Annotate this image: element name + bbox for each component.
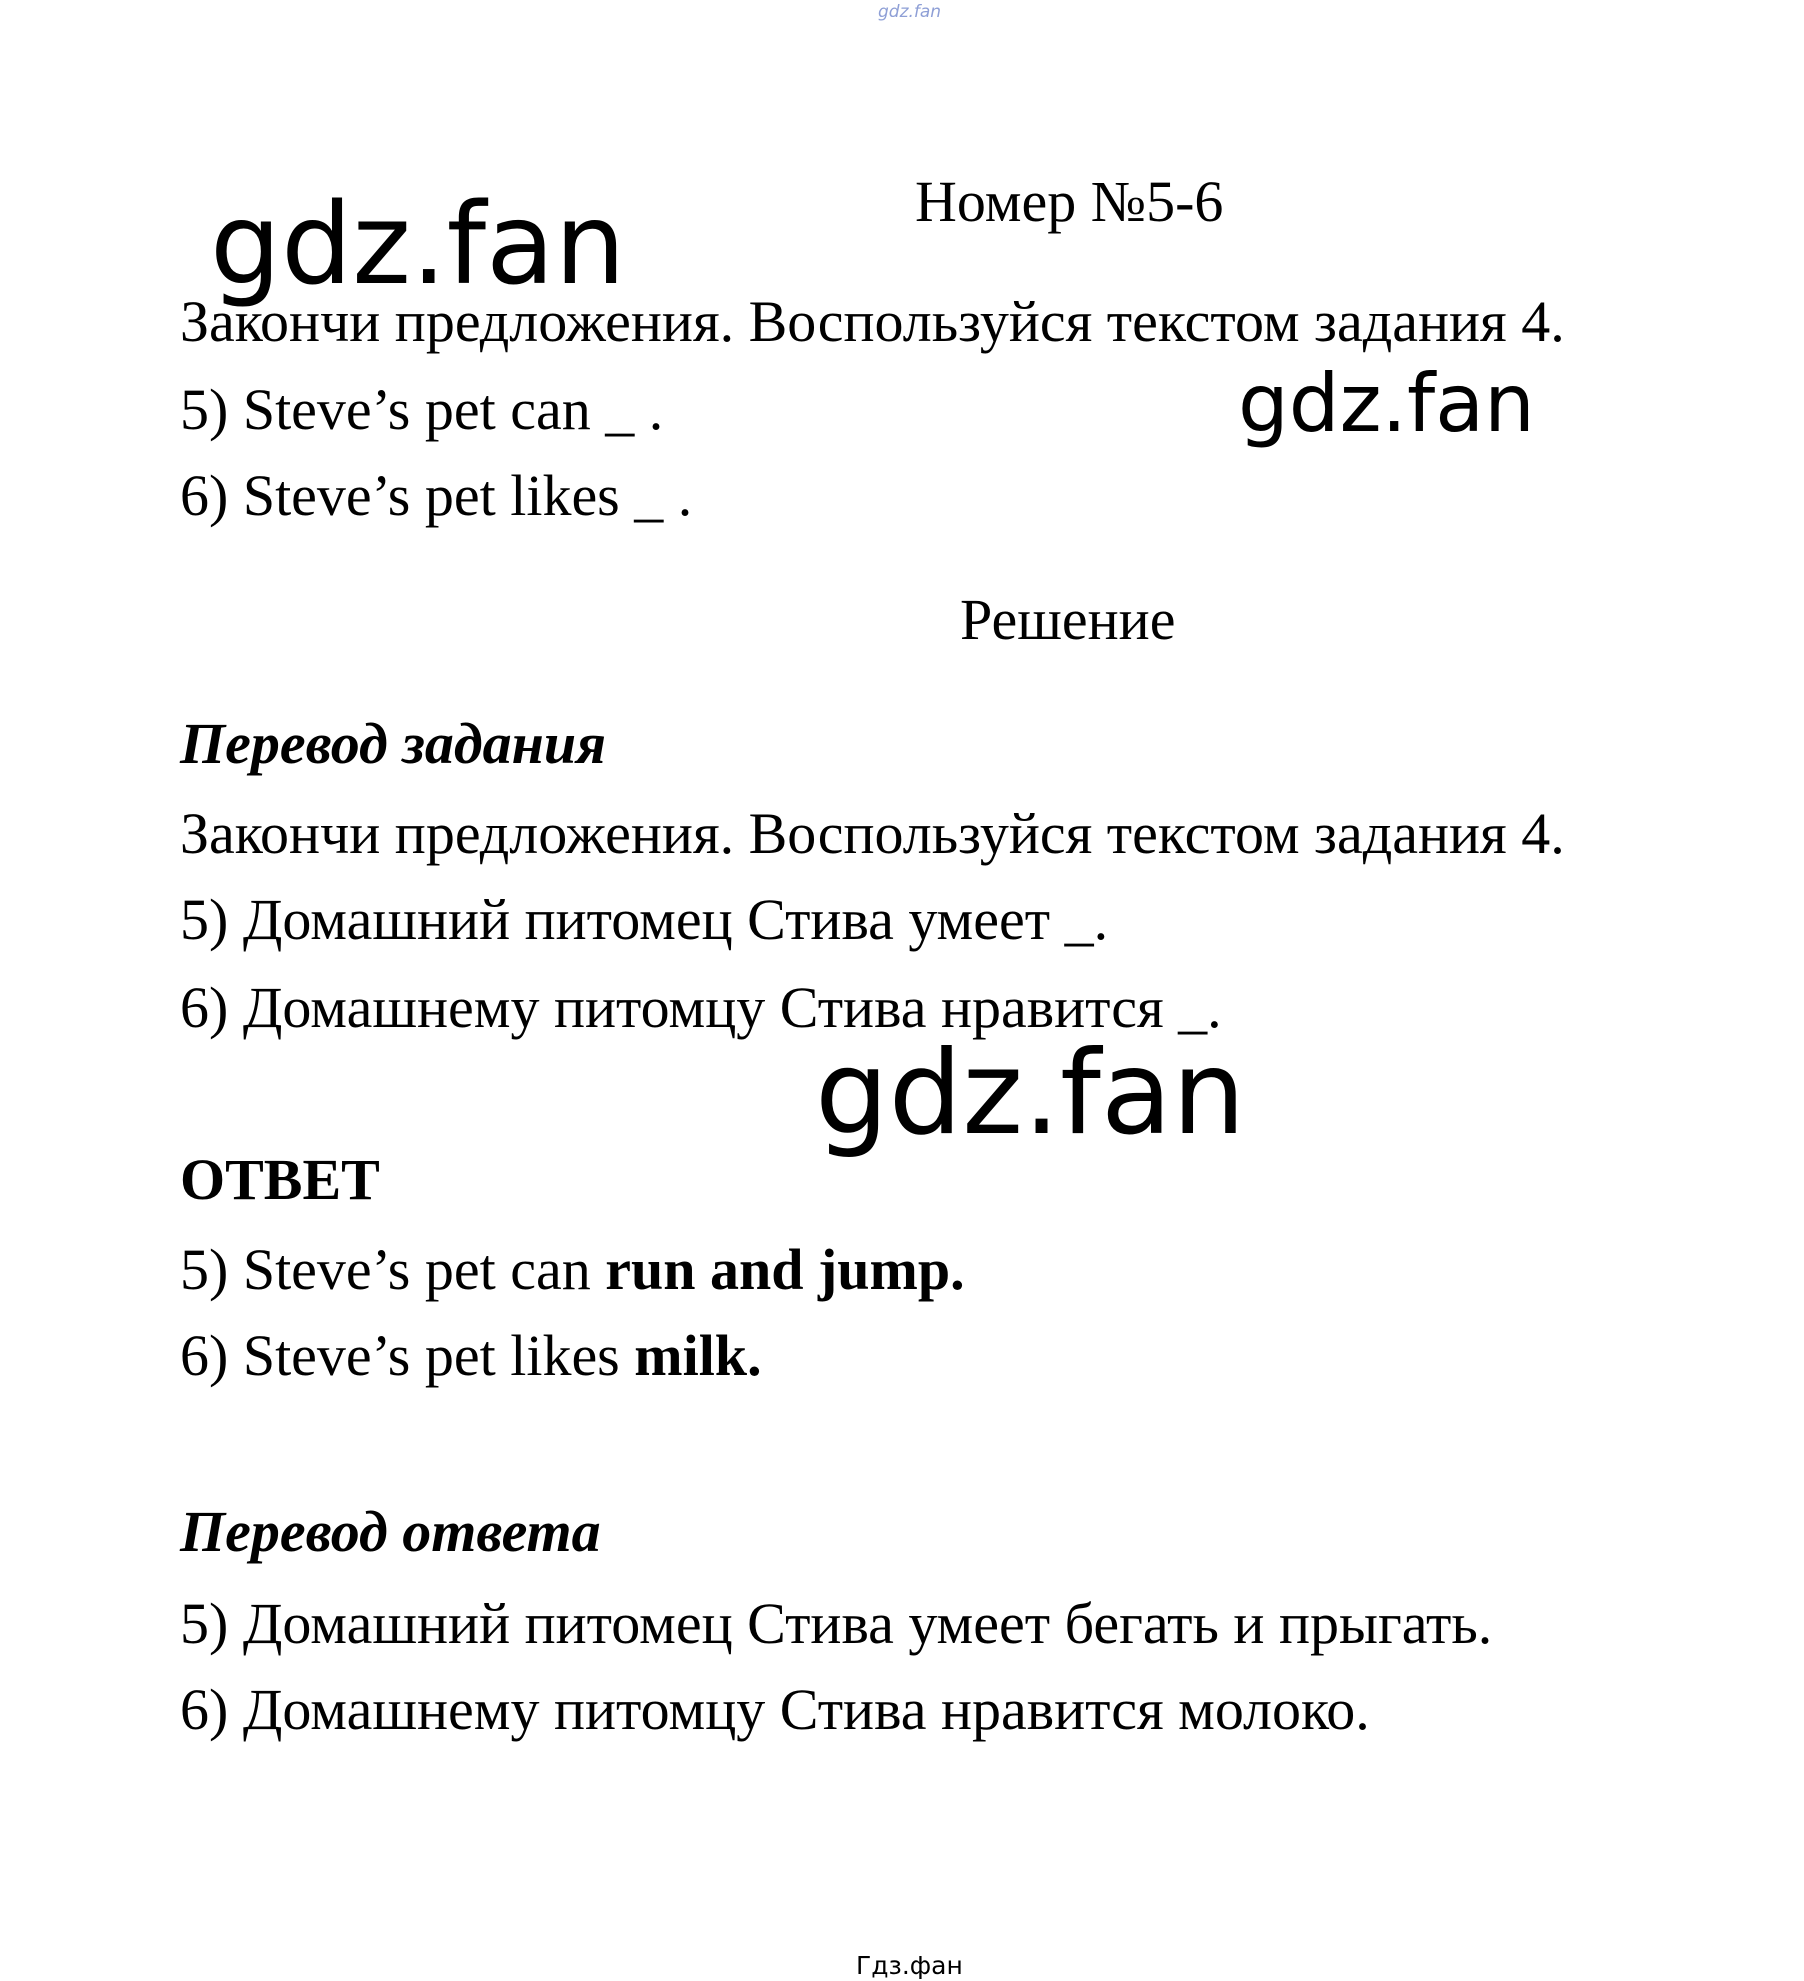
watermark-top: gdz.fan bbox=[878, 2, 942, 22]
answer-5 bbox=[180, 1236, 965, 1303]
task-question-6: 6) Steve’s pet likes _ . bbox=[180, 463, 693, 528]
answer-translation-5: 5) Домашний питомец Стива умеет бегать и прыгать. bbox=[180, 1591, 1493, 1656]
answer-5-prefix: 5) Steve’s pet can bbox=[180, 1237, 606, 1302]
task-instruction: Закончи предложения. Воспользуйся текстом задания 4. bbox=[180, 289, 1565, 354]
footer-watermark: Гдз.фан bbox=[856, 1951, 963, 1980]
solution-heading: Решение bbox=[960, 587, 1176, 652]
watermark-3: gdz.fan bbox=[815, 1026, 1246, 1161]
task-translation-question-6: 6) Домашнему питомцу Стива нравится _. bbox=[180, 975, 1222, 1040]
answer-translation-6: 6) Домашнему питомцу Стива нравится молоко. bbox=[180, 1677, 1370, 1742]
answer-5-value: run and jump. bbox=[605, 1237, 965, 1302]
watermark-1: gdz.fan bbox=[210, 180, 626, 310]
watermark-2: gdz.fan bbox=[1238, 357, 1535, 450]
answer-6-value: milk. bbox=[634, 1323, 762, 1388]
answer-6 bbox=[180, 1322, 762, 1389]
answer-6-prefix: 6) Steve’s pet likes bbox=[180, 1323, 635, 1388]
answer-heading: ОТВЕТ bbox=[180, 1147, 380, 1212]
task-translation-question-5: 5) Домашний питомец Стива умеет _. bbox=[180, 887, 1109, 952]
task-translation-heading: Перевод задания bbox=[180, 711, 606, 776]
task-translation-instruction: Закончи предложения. Воспользуйся текстом задания 4. bbox=[180, 801, 1565, 866]
task-question-5: 5) Steve’s pet can _ . bbox=[180, 377, 664, 442]
answer-translation-heading: Перевод ответа bbox=[180, 1499, 601, 1564]
page-title: Номер №5-6 bbox=[915, 169, 1224, 234]
